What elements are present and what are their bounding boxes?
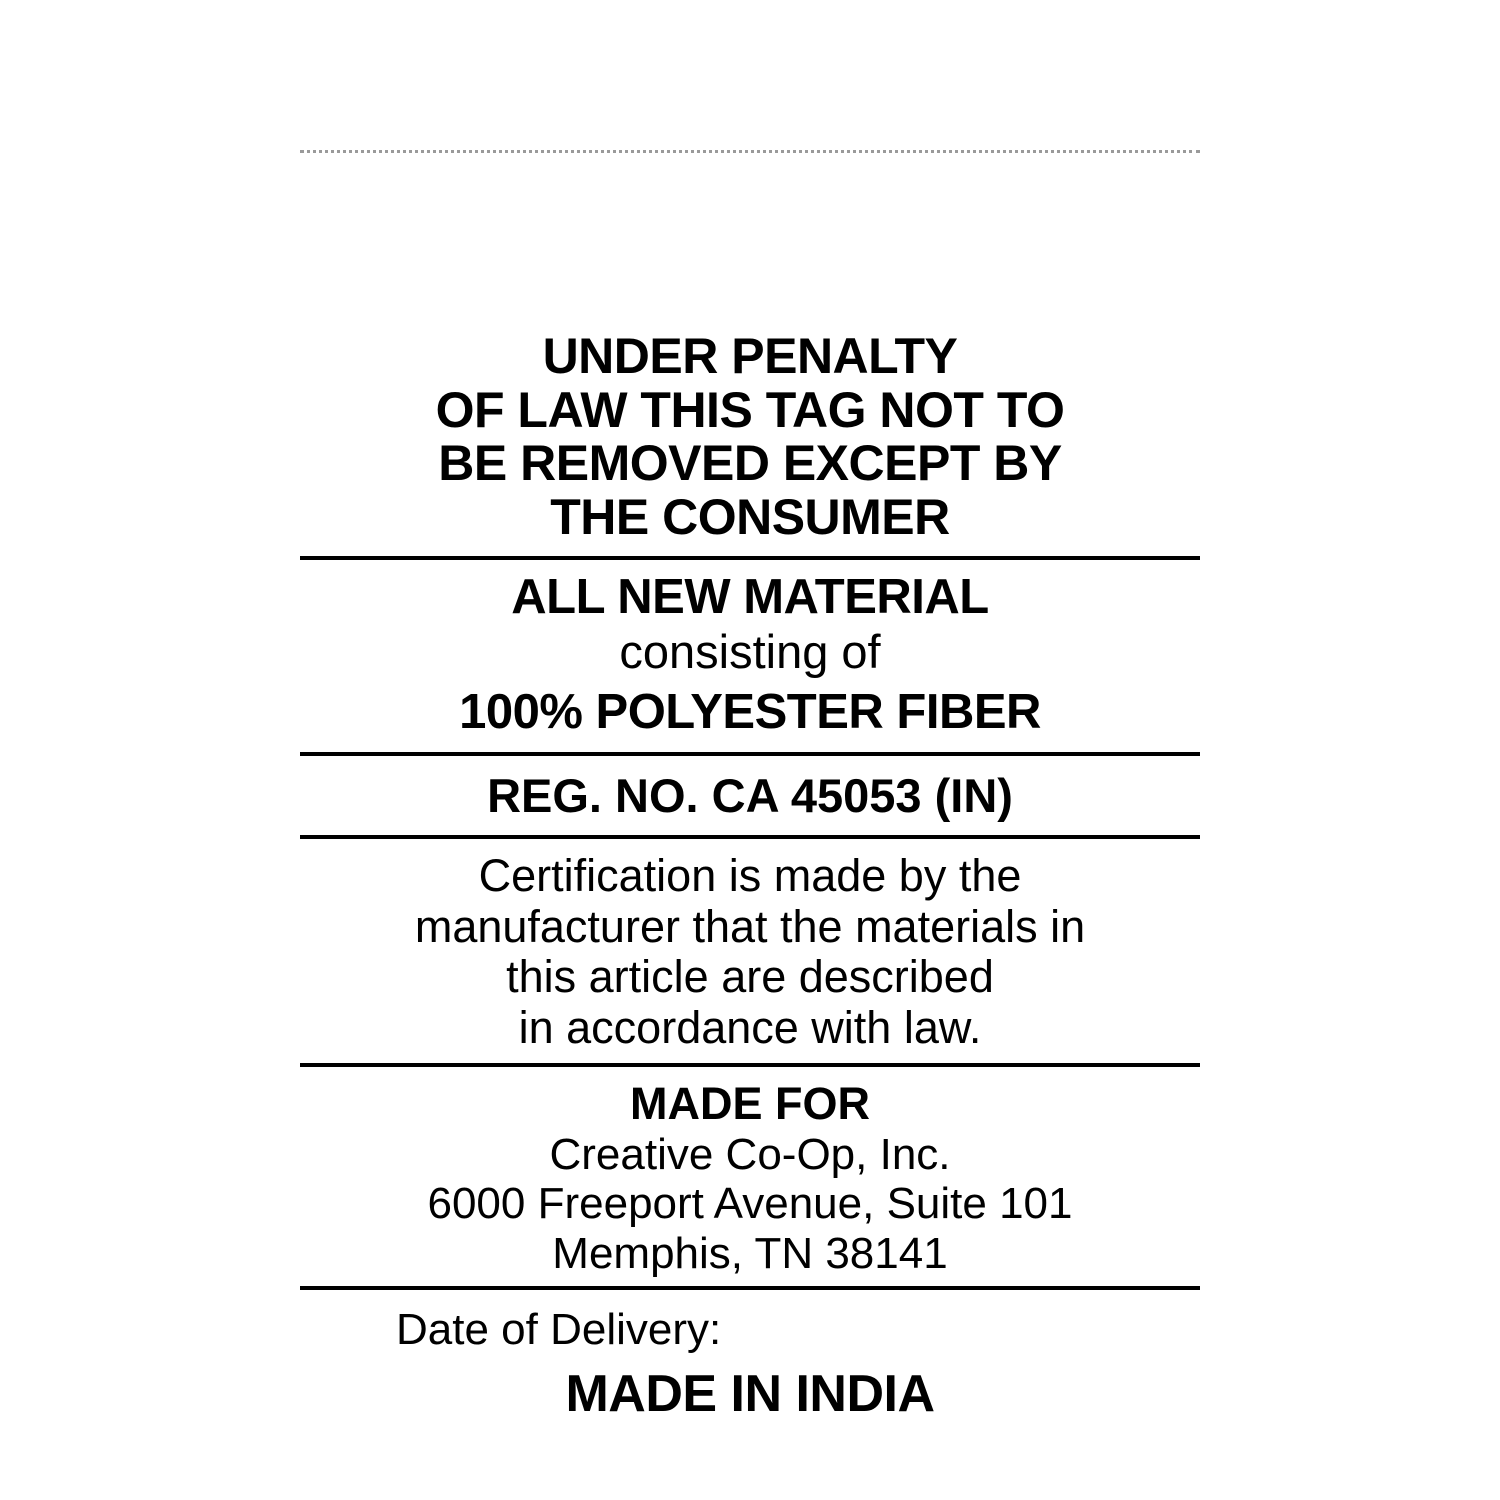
material-content: 100% POLYESTER FIBER xyxy=(459,684,1041,739)
made-for-company: Creative Co-Op, Inc. xyxy=(549,1130,951,1180)
penalty-notice-line-2: OF LAW THIS TAG NOT TO xyxy=(435,381,1065,438)
certification-line-4: in accordance with law. xyxy=(518,1001,982,1053)
certification-block xyxy=(300,839,1200,1067)
penalty-notice-line-3: BE REMOVED EXCEPT BY xyxy=(438,435,1062,491)
certification-line-2: manufacturer that the materials in xyxy=(414,900,1086,952)
made-for-city-state-zip: Memphis, TN 38141 xyxy=(552,1228,948,1278)
perforation-dotted-line xyxy=(300,150,1200,153)
registration-number: REG. NO. CA 45053 (IN) xyxy=(487,768,1013,822)
made-for-street: 6000 Freeport Avenue, Suite 101 xyxy=(427,1179,1073,1229)
certification-line-3: this article are described xyxy=(506,951,994,1003)
registration-block xyxy=(300,756,1200,840)
label-body xyxy=(300,330,1200,1425)
penalty-notice-block xyxy=(300,330,1200,560)
penalty-notice-line-4: THE CONSUMER xyxy=(550,488,950,545)
penalty-notice-line-1: UNDER PENALTY xyxy=(542,328,958,384)
material-heading: ALL NEW MATERIAL xyxy=(511,570,989,624)
material-connector: consisting of xyxy=(619,624,881,678)
delivery-block xyxy=(300,1290,1200,1425)
country-of-origin: MADE IN INDIA xyxy=(565,1364,935,1423)
certification-line-1: Certification is made by the xyxy=(478,850,1022,902)
date-of-delivery-label: Date of Delivery: xyxy=(396,1304,722,1354)
made-for-heading: MADE FOR xyxy=(630,1077,870,1129)
material-block xyxy=(300,560,1200,756)
made-for-block xyxy=(300,1067,1200,1290)
